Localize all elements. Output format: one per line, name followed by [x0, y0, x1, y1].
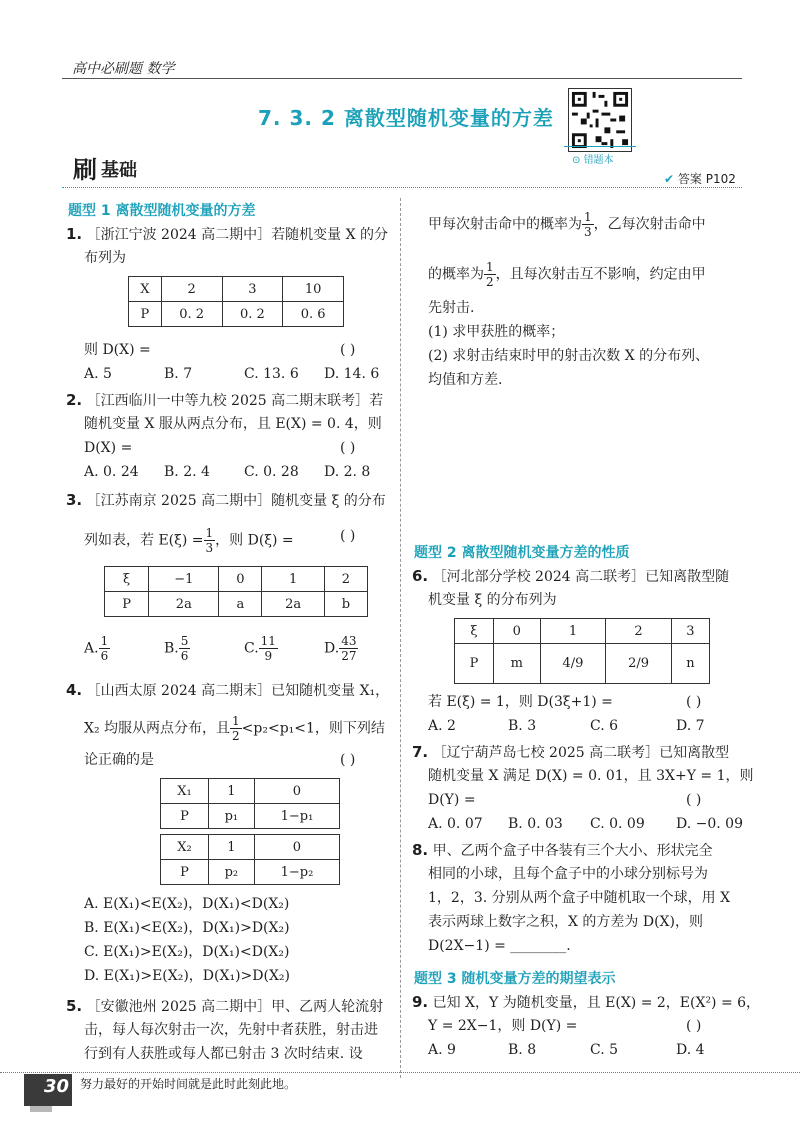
answer-text: 答案 P102: [677, 172, 736, 186]
q6-answer-paren[interactable]: ( ): [686, 694, 702, 710]
q1-line1: 1. ［浙江宁波 2024 高二期中］若随机变量 X 的分: [66, 225, 388, 243]
q1-table: X 2 3 10 P 0. 2 0. 2 0. 6: [128, 276, 344, 327]
footer-rule: [0, 1072, 800, 1073]
q2-answer-paren[interactable]: ( ): [340, 440, 356, 456]
q2-line2: 随机变量 X 服从两点分布，且 E(X) = 0. 4，则: [84, 416, 382, 432]
page-number: 30: [44, 1076, 70, 1097]
q4-table-x2: X₂ 1 0 P p₂ 1−p₂: [160, 834, 340, 885]
q7-option-b[interactable]: B. 0. 03: [508, 816, 563, 832]
q7-answer-paren[interactable]: ( ): [686, 792, 702, 808]
q4-option-d[interactable]: D. E(X₁)>E(X₂)，D(X₁)>D(X₂): [84, 968, 290, 984]
q2-option-c[interactable]: C. 0. 28: [244, 464, 299, 480]
q3-option-b[interactable]: B. $\frac{5}{6}$: [164, 634, 189, 663]
q6-ask: 若 E(ξ) = 1，则 D(3ξ+1) =: [428, 694, 613, 710]
book-title: 高中必刷题 数学: [72, 61, 175, 77]
q2-option-b[interactable]: B. 2. 4: [164, 464, 210, 480]
q8-line4: 表示两球上数字之积，X 的方差为 D(X)，则: [428, 914, 703, 930]
q4-line2: X₂ 均服从两点分布，且 $\frac{1}{2}$ <p₂<p₁<1，则下列结: [84, 714, 385, 743]
q2-line1: 2. ［江西临川一中等九校 2025 高二期末联考］若: [66, 391, 384, 409]
q5-sub3: 均值和方差.: [428, 372, 503, 388]
q6-table: ξ 0 1 2 3 P m 4/9 2/9 n: [454, 618, 710, 684]
q4-option-a[interactable]: A. E(X₁)<E(X₂)，D(X₁)<D(X₂): [84, 896, 290, 912]
q5-line3: 行到有人获胜或每人都已射击 3 次时结束. 设: [84, 1046, 363, 1062]
q4-option-c[interactable]: C. E(X₁)>E(X₂)，D(X₁)<D(X₂): [84, 944, 290, 960]
answer-reference: [664, 170, 736, 187]
q8-line5[interactable]: D(2X−1) = ________.: [428, 938, 571, 954]
qr-caption: ⊙ 错题本: [572, 155, 614, 166]
q3-fraction: $\frac{1}{3}$: [205, 526, 214, 555]
q4-option-b[interactable]: B. E(X₁)<E(X₂)，D(X₁)>D(X₂): [84, 920, 290, 936]
q6-line1: 6. ［河北部分学校 2024 高二联考］已知离散型随: [412, 567, 730, 585]
footer-motto: 努力最好的开始时间就是此时此刻此地。: [80, 1077, 297, 1091]
q3-table: ξ −1 0 1 2 P 2a a 2a b: [104, 566, 368, 617]
q5-cont-line1: 甲每次射击命中的概率为 $\frac{1}{3}$ ，乙每次射击命中: [428, 210, 706, 239]
q2-line3: D(X) =: [84, 440, 133, 456]
banner-label: 基础: [101, 160, 137, 181]
q1-option-b[interactable]: B. 7: [164, 366, 193, 382]
q6-option-a[interactable]: A. 2: [428, 718, 456, 734]
q3-answer-paren[interactable]: ( ): [340, 528, 356, 544]
q3-option-d[interactable]: D. $\frac{43}{27}$: [324, 634, 357, 663]
q1-line2: 布列为: [84, 250, 126, 266]
q5-cont-line3: 先射击.: [428, 300, 475, 316]
q5-sub2: (2) 求射击结束时甲的射击次数 X 的分布列、: [428, 348, 710, 364]
q4-line3: 论正确的是: [84, 752, 154, 768]
header-rule: [62, 78, 742, 79]
q1-option-c[interactable]: C. 13. 6: [244, 366, 299, 382]
q6-option-b[interactable]: B. 3: [508, 718, 537, 734]
q7-line2: 随机变量 X 满足 D(X) = 0. 01，且 3X+Y = 1，则: [428, 768, 754, 784]
q9-option-d[interactable]: D. 4: [676, 1042, 705, 1058]
q7-option-d[interactable]: D. −0. 09: [676, 816, 743, 832]
q9-option-a[interactable]: A. 9: [428, 1042, 456, 1058]
q2-option-d[interactable]: D. 2. 8: [324, 464, 371, 480]
q1-option-d[interactable]: D. 14. 6: [324, 366, 380, 382]
q8-line2: 相同的小球，且每个盒子中的小球分别标号为: [428, 866, 708, 882]
type2-heading: 题型 2 离散型随机变量方差的性质: [414, 545, 630, 561]
q3-line2: 列如表，若 E(ξ) = $\frac{1}{3}$ ，则 D(ξ) =: [84, 526, 294, 555]
q5-sub1: (1) 求甲获胜的概率；: [428, 324, 565, 340]
column-divider: [400, 198, 401, 1078]
type3-heading: 题型 3 随机变量方差的期望表示: [414, 971, 616, 987]
q4-line1: 4. ［山西太原 2024 高二期末］已知随机变量 X₁，: [66, 681, 390, 699]
q5-line1: 5. ［安徽池州 2025 高二期中］甲、乙两人轮流射: [66, 997, 384, 1015]
q9-option-b[interactable]: B. 8: [508, 1042, 537, 1058]
q9-line1: 9. 已知 X，Y 为随机变量，且 E(X) = 2，E(X²) = 6，: [412, 993, 761, 1011]
q8-line1: 8. 甲、乙两个盒子中各装有三个大小、形状完全: [412, 841, 713, 859]
q4-table-x1: X₁ 1 0 P p₁ 1−p₁: [160, 778, 340, 829]
q1-answer-paren[interactable]: ( ): [340, 342, 356, 358]
q9-line2: Y = 2X−1，则 D(Y) =: [428, 1018, 578, 1034]
q8-line3: 1，2，3. 分别从两个盒子中随机取一个球，用 X: [428, 890, 731, 906]
q3-line1: 3. ［江苏南京 2025 高二期中］随机变量 ξ 的分布: [66, 491, 386, 509]
q3-option-a[interactable]: A. $\frac{1}{6}$: [84, 634, 109, 663]
section-title: 7. 3. 2 离散型随机变量的方差: [258, 106, 554, 130]
q7-option-a[interactable]: A. 0. 07: [428, 816, 483, 832]
q6-line2: 机变量 ξ 的分布列为: [428, 592, 557, 608]
q1-option-a[interactable]: A. 5: [84, 366, 112, 382]
q6-option-d[interactable]: D. 7: [676, 718, 705, 734]
q6-option-c[interactable]: C. 6: [590, 718, 619, 734]
qr-code-icon[interactable]: [568, 88, 632, 152]
q4-answer-paren[interactable]: ( ): [340, 752, 356, 768]
type1-heading: 题型 1 离散型随机变量的方差: [68, 203, 256, 219]
q9-option-c[interactable]: C. 5: [590, 1042, 619, 1058]
q5-line2: 击，每人每次射击一次，先射中者获胜，射击进: [84, 1022, 378, 1038]
q7-line3: D(Y) =: [428, 792, 476, 808]
q3-option-c[interactable]: C. $\frac{11}{9}$: [244, 634, 276, 663]
q7-line1: 7. ［辽宁葫芦岛七校 2025 高二联考］已知离散型: [412, 743, 730, 761]
qr-caption-text: 错题本: [583, 155, 614, 166]
shua-glyph: 刷: [73, 156, 97, 184]
q5-cont-line2: 的概率为 $\frac{1}{2}$ ，且每次射击互不影响，约定由甲: [428, 260, 706, 289]
q9-answer-paren[interactable]: ( ): [686, 1018, 702, 1034]
banner-rule: [62, 187, 742, 188]
q1-ask: 则 D(X) =: [84, 342, 151, 358]
q7-option-c[interactable]: C. 0. 09: [590, 816, 645, 832]
check-icon: ✔: [664, 172, 675, 186]
q4-fraction: $\frac{1}{2}$: [232, 714, 240, 743]
q2-option-a[interactable]: A. 0. 24: [84, 464, 139, 480]
qr-caption-rule: [564, 146, 636, 147]
